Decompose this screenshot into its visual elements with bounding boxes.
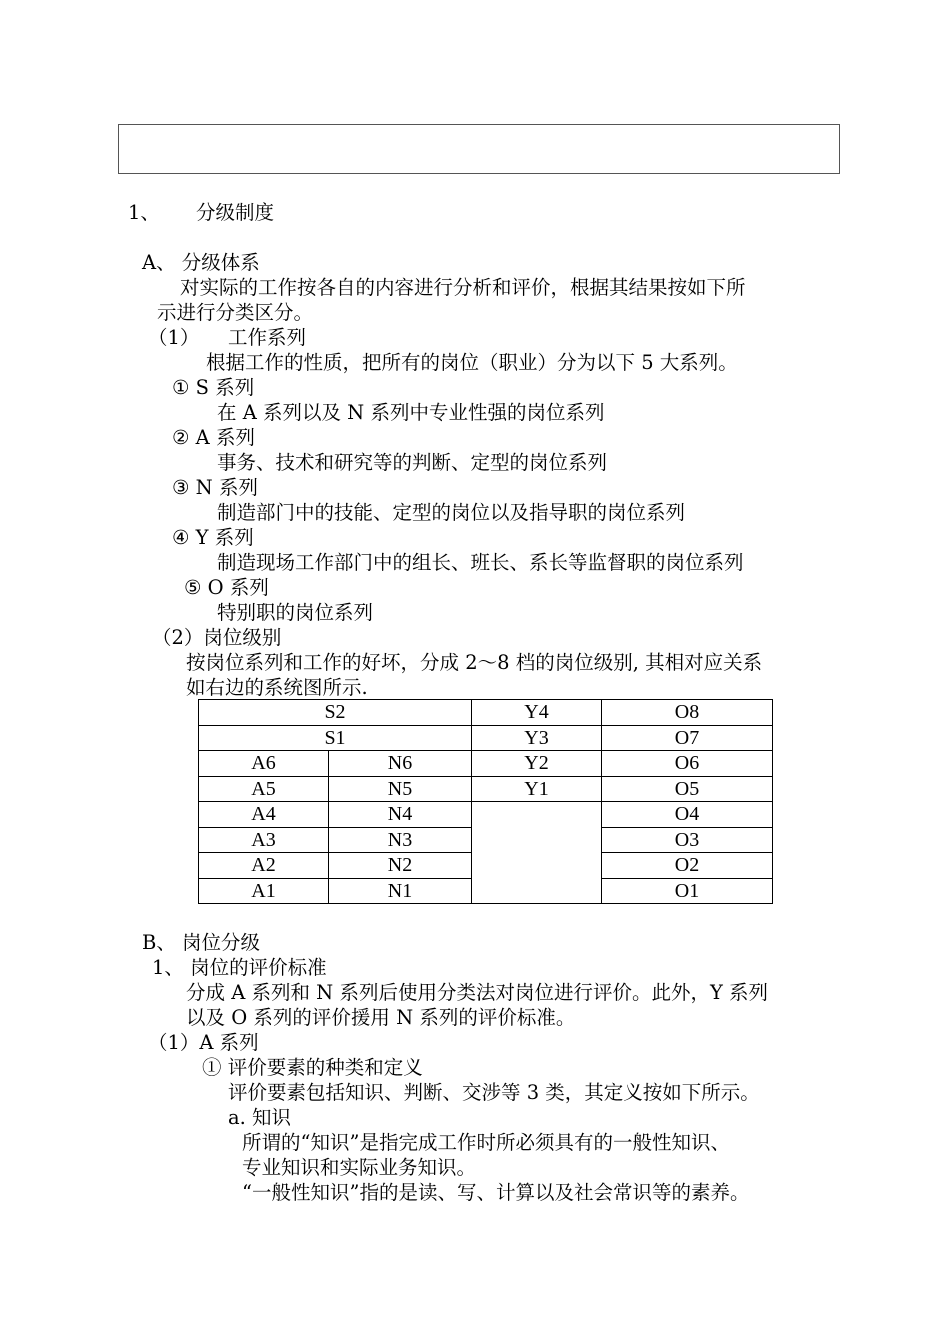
- series-a-label: ② A 系列: [172, 426, 255, 449]
- section-b-sub1-heading: 1、 岗位的评价标准: [152, 956, 327, 979]
- knowledge-description-line-2: 专业知识和实际业务知识。: [242, 1156, 477, 1179]
- section-b-heading: B、 岗位分级: [142, 931, 261, 954]
- series-s-label: ① S 系列: [172, 376, 255, 399]
- series-y-description: 制造现场工作部门中的组长、班长、系长等监督职的岗位系列: [217, 551, 744, 574]
- grade-cell-n2: N2: [329, 853, 472, 879]
- grade-cell-a6: A6: [199, 751, 329, 777]
- grade-cell-n4: N4: [329, 802, 472, 828]
- grade-cell-o7: O7: [602, 725, 773, 751]
- series-s-description: 在 A 系列以及 N 系列中专业性强的岗位系列: [217, 401, 605, 424]
- table-row: [199, 751, 773, 777]
- table-row: [199, 725, 773, 751]
- grade-cell-y4: Y4: [472, 700, 602, 726]
- table-row: [199, 802, 773, 828]
- series-o-label: ⑤ O 系列: [184, 576, 269, 599]
- grade-cell-n3: N3: [329, 827, 472, 853]
- section-a-intro-line-1: 对实际的工作按各自的内容进行分析和评价，根据其结果按如下所: [180, 276, 746, 299]
- grade-cell-a5: A5: [199, 776, 329, 802]
- series-a-description: 事务、技术和研究等的判断、定型的岗位系列: [217, 451, 608, 474]
- a-series-heading: （1）A 系列: [148, 1031, 259, 1054]
- grade-cell-o1: O1: [602, 878, 773, 904]
- grade-cell-o6: O6: [602, 751, 773, 777]
- knowledge-description-line-1: 所谓的“知识”是指完成工作时所必须具有的一般性知识、: [242, 1131, 730, 1154]
- grade-table: [198, 699, 773, 904]
- section-b-description-line-2: 以及 O 系列的评价援用 N 系列的评价标准。: [186, 1006, 576, 1029]
- grade-cell-y2: Y2: [472, 751, 602, 777]
- factor-description: 评价要素包括知识、判断、交涉等 3 类，其定义按如下所示。: [228, 1081, 760, 1104]
- sub2-description-line-1: 按岗位系列和工作的好坏，分成 2～8 档的岗位级别, 其相对应关系: [186, 651, 763, 674]
- sub1-description: 根据工作的性质，把所有的岗位（职业）分为以下 5 大系列。: [206, 351, 738, 374]
- series-y-label: ④ Y 系列: [172, 526, 254, 549]
- grade-cell-s1: S1: [199, 725, 472, 751]
- grade-cell-s2: S2: [199, 700, 472, 726]
- grade-cell-o5: O5: [602, 776, 773, 802]
- sub1-heading-title: 工作系列: [228, 326, 307, 349]
- grade-cell-o4: O4: [602, 802, 773, 828]
- table-row: [199, 776, 773, 802]
- series-o-description: 特别职的岗位系列: [217, 601, 374, 624]
- grade-cell-a4: A4: [199, 802, 329, 828]
- grade-cell-y-empty: [472, 802, 602, 904]
- grade-cell-n6: N6: [329, 751, 472, 777]
- grade-cell-a1: A1: [199, 878, 329, 904]
- header-box: [118, 124, 840, 174]
- section-a-heading: A、 分级体系: [142, 251, 260, 274]
- sub1-heading-number: （1）: [148, 326, 200, 349]
- grade-cell-n1: N1: [329, 878, 472, 904]
- section-1-title: 分级制度: [196, 201, 275, 224]
- grade-cell-o8: O8: [602, 700, 773, 726]
- knowledge-heading: a. 知识: [228, 1106, 292, 1129]
- grade-cell-a2: A2: [199, 853, 329, 879]
- grade-cell-o2: O2: [602, 853, 773, 879]
- section-a-intro-line-2: 示进行分类区分。: [157, 301, 314, 324]
- grade-cell-y1: Y1: [472, 776, 602, 802]
- grade-cell-n5: N5: [329, 776, 472, 802]
- table-row: [199, 700, 773, 726]
- factor-heading: ① 评价要素的种类和定义: [202, 1056, 423, 1079]
- sub2-heading: （2）岗位级别: [152, 626, 282, 649]
- series-n-description: 制造部门中的技能、定型的岗位以及指导职的岗位系列: [217, 501, 686, 524]
- section-b-description-line-1: 分成 A 系列和 N 系列后使用分类法对岗位进行评价。此外，Y 系列: [186, 981, 769, 1004]
- series-n-label: ③ N 系列: [172, 476, 258, 499]
- grade-cell-o3: O3: [602, 827, 773, 853]
- section-1-number: 1、: [128, 201, 160, 224]
- grade-cell-y3: Y3: [472, 725, 602, 751]
- sub2-description-line-2: 如右边的系统图所示.: [186, 676, 368, 699]
- knowledge-description-line-3: “一般性知识”指的是读、写、计算以及社会常识等的素养。: [242, 1181, 750, 1204]
- grade-cell-a3: A3: [199, 827, 329, 853]
